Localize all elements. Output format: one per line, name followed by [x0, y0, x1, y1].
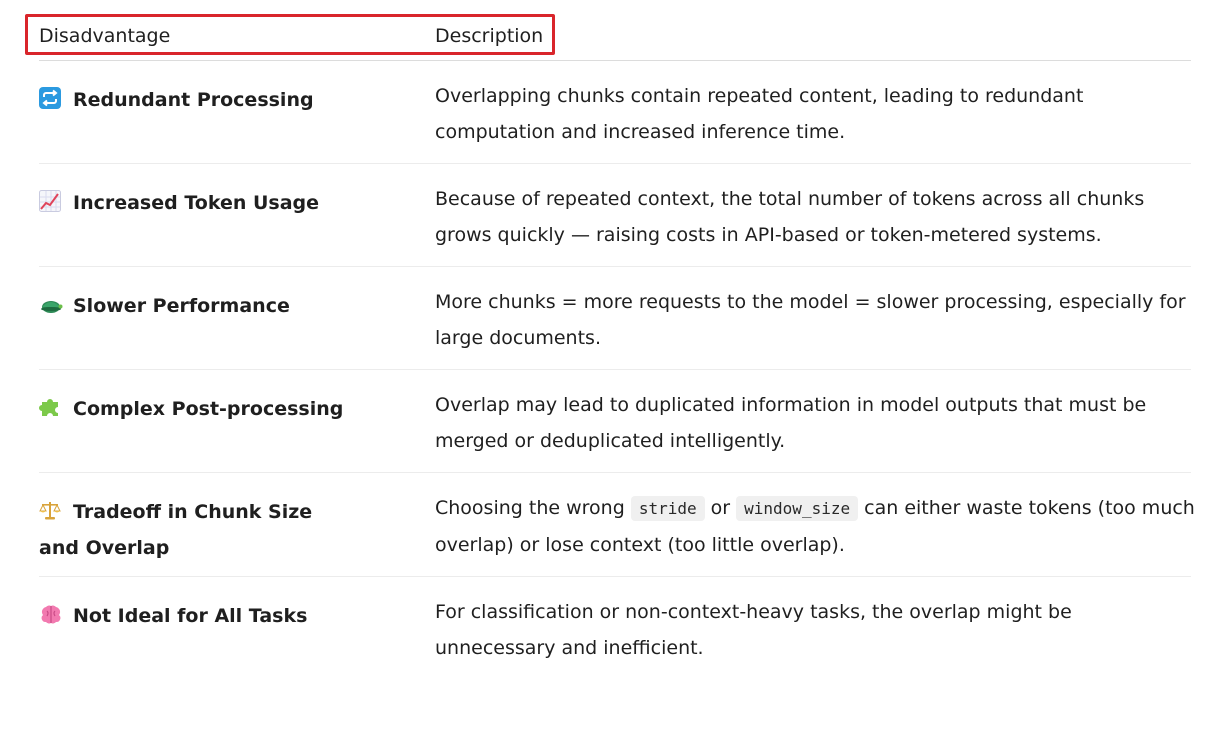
- row-description: Overlap may lead to duplicated information in model outputs that must be merged or deduplicated intelligently.: [435, 394, 1147, 452]
- row-description: More chunks = more requests to the model = slower processing, especially for large documents.: [435, 291, 1186, 349]
- row-title: Increased Token Usage: [73, 192, 320, 214]
- description-text-before: Choosing the wrong: [435, 497, 625, 519]
- row-title-cell: [39, 288, 369, 324]
- turtle-icon: [39, 293, 63, 315]
- header-description: Description: [435, 25, 544, 47]
- row-title-cell: [39, 494, 339, 566]
- description-text-middle: or: [710, 497, 731, 519]
- row-title-cell: [39, 82, 369, 118]
- code-stride: stride: [631, 496, 705, 521]
- description-text-after: can either waste tokens (too much overlap) or lose context (too little overlap).: [435, 497, 1195, 556]
- table-row: [39, 61, 1191, 164]
- repeat-icon: [39, 87, 63, 109]
- balance-scale-icon: [39, 499, 63, 521]
- row-description: Overlapping chunks contain repeated content, leading to redundant computation and increased inference time.: [435, 85, 1084, 143]
- table-row: [39, 267, 1191, 370]
- row-title: Not Ideal for All Tasks: [73, 605, 308, 627]
- brain-icon: [39, 603, 63, 625]
- row-title: Complex Post-processing: [73, 398, 344, 420]
- row-description: [435, 490, 1195, 563]
- row-title: Slower Performance: [73, 295, 290, 317]
- table-row: [39, 577, 1191, 680]
- table-row: [39, 164, 1191, 267]
- chart-increasing-icon: [39, 190, 63, 212]
- table-header-row: [39, 14, 1191, 61]
- disadvantages-table: [39, 14, 1195, 680]
- row-title: Tradeoff in Chunk Size and Overlap: [39, 501, 313, 559]
- row-title-cell: [39, 598, 369, 634]
- row-title-cell: [39, 185, 369, 221]
- header-disadvantage: Disadvantage: [39, 25, 171, 47]
- row-description: For classification or non-context-heavy tasks, the overlap might be unnecessary and inefficient.: [435, 601, 1072, 659]
- puzzle-piece-icon: [39, 396, 63, 418]
- row-description: Because of repeated context, the total number of tokens across all chunks grows quickly — raising costs in API-based or token-metered systems.: [435, 188, 1145, 246]
- row-title: Redundant Processing: [73, 89, 314, 111]
- table-row: [39, 370, 1191, 473]
- row-title-cell: [39, 391, 369, 427]
- table-row: [39, 473, 1195, 577]
- code-window-size: window_size: [736, 496, 858, 521]
